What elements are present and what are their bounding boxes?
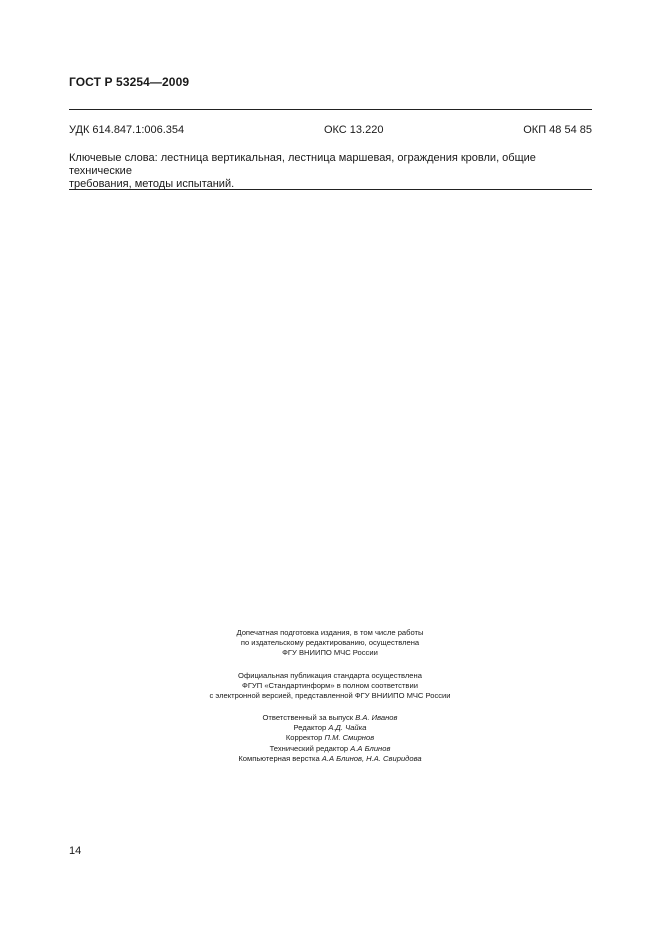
credit-name: П.М. Смирнов	[324, 733, 375, 743]
oks-code: ОКС 13.220	[323, 124, 384, 136]
prepress-note	[150, 628, 510, 659]
udk-code: УДК 614.847.1:006.354	[69, 124, 185, 136]
bottom-divider	[69, 189, 592, 190]
okp-code: ОКП 48 54 85	[523, 124, 592, 136]
imprint-line: Допечатная подготовка издания, в том числе работы	[236, 628, 424, 637]
imprint-line: ФГУ ВНИИПО МЧС России	[282, 648, 378, 658]
credit-line	[150, 723, 510, 733]
credit-line	[150, 744, 510, 754]
top-divider	[69, 109, 592, 110]
credit-line	[150, 713, 510, 723]
credit-role: Технический редактор	[269, 743, 351, 753]
credit-role: Корректор	[285, 733, 325, 743]
credit-role: Компьютерная верстка	[238, 753, 322, 763]
publication-note	[150, 671, 510, 702]
imprint-line: по издательскому редактированию, осуществлена	[240, 638, 420, 648]
credit-role: Ответственный за выпуск	[262, 713, 356, 722]
credit-line	[150, 754, 510, 764]
imprint-line: с электронной версией, представленной ФГУ ВНИИПО МЧС России	[209, 691, 451, 701]
credit-name: А.А Блинов, Н.А. Свиридова	[321, 753, 422, 763]
keywords-line: Ключевые слова: лестница вертикальная, лестница маршевая, ограждения кровли, общие технические	[69, 152, 536, 177]
credits-block	[150, 713, 510, 764]
classification-codes	[69, 124, 592, 136]
standard-designation: ГОСТ Р 53254—2009	[69, 75, 190, 89]
imprint-line: ФГУП «Стандартинформ» в полном соответствии	[242, 681, 418, 691]
credit-role: Редактор	[293, 723, 329, 733]
credit-name: А.Д. Чайка	[328, 723, 367, 733]
page-number: 14	[69, 845, 82, 857]
credit-line	[150, 733, 510, 743]
credit-name: А.А Блинов	[350, 743, 391, 753]
credit-name: В.А. Иванов	[355, 713, 398, 722]
keywords-paragraph	[69, 152, 592, 191]
keywords-line: требования, методы испытаний.	[69, 178, 235, 190]
imprint-line: Официальная публикация стандарта осуществлена	[238, 671, 422, 680]
